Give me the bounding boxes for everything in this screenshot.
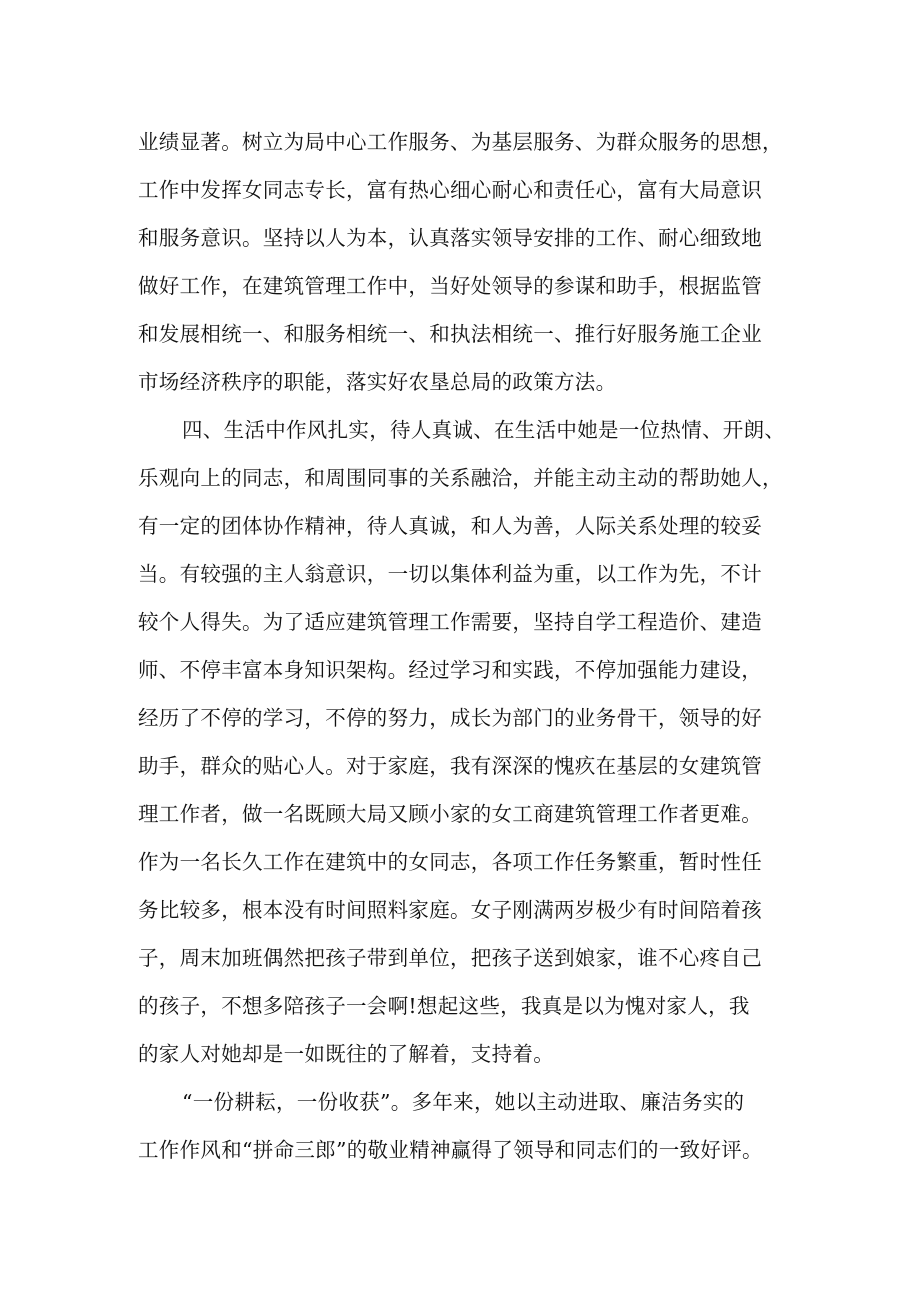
paragraph-first-line: 四、生活中作风扎实，待人真诚、在生活中她是一位热情、开朗、 — [182, 418, 786, 442]
text-line: 工作中发挥女同志专长，富有热心细心耐心和责任心，富有大局意识 — [138, 178, 762, 202]
text-line: 和发展相统一、和服务相统一、和执法相统一、推行好服务施工企业 — [138, 322, 762, 346]
text-line: 市场经济秩序的职能，落实好农垦总局的政策方法。 — [138, 370, 617, 394]
text-line: 的孩子，不想多陪孩子一会啊!想起这些，我真是以为愧对家人，我 — [138, 994, 750, 1018]
text-line: 师、不停丰富本身知识架构。经过学习和实践，不停加强能力建设， — [138, 658, 762, 682]
text-line: 助手，群众的贴心人。对于家庭，我有深深的愧疚在基层的女建筑管 — [138, 754, 762, 778]
text-line: 当。有较强的主人翁意识，一切以集体利益为重，以工作为先，不计 — [138, 562, 762, 586]
text-line: 乐观向上的同志，和周围同事的关系融洽，并能主动主动的帮助她人， — [138, 466, 783, 490]
text-line: 作为一名长久工作在建筑中的女同志，各项工作任务繁重，暂时性任 — [138, 850, 762, 874]
text-line: 的家人对她却是一如既往的了解着，支持着。 — [138, 1042, 554, 1066]
text-line: 做好工作，在建筑管理工作中，当好处领导的参谋和助手，根据监管 — [138, 274, 762, 298]
text-line: 业绩显著。树立为局中心工作服务、为基层服务、为群众服务的思想， — [138, 130, 783, 154]
text-line: 较个人得失。为了适应建筑管理工作需要，坚持自学工程造价、建造 — [138, 610, 762, 634]
document-body — [138, 118, 798, 1174]
text-line: 有一定的团体协作精神，待人真诚，和人为善，人际关系处理的较妥 — [138, 514, 762, 538]
text-line: 务比较多，根本没有时间照料家庭。女子刚满两岁极少有时间陪着孩 — [138, 898, 762, 922]
paragraph-first-line: “一份耕耘，一份收获”。多年来，她以主动进取、廉洁务实的 — [182, 1090, 745, 1114]
text-line: 工作作风和“拼命三郎”的敬业精神赢得了领导和同志们的一致好评。 — [138, 1138, 763, 1162]
text-line: 经历了不停的学习，不停的努力，成长为部门的业务骨干，领导的好 — [138, 706, 762, 730]
text-line: 理工作者，做一名既顾大局又顾小家的女工商建筑管理工作者更难。 — [138, 802, 762, 826]
text-line: 子，周末加班偶然把孩子带到单位，把孩子送到娘家，谁不心疼自己 — [138, 946, 762, 970]
text-line: 和服务意识。坚持以人为本，认真落实领导安排的工作、耐心细致地 — [138, 226, 762, 250]
